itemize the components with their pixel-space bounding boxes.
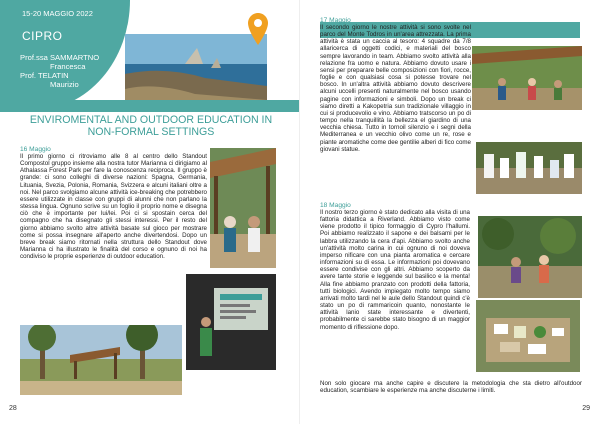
day-heading: 18 Maggio xyxy=(320,202,351,209)
classroom-photo xyxy=(186,274,276,370)
closing-text xyxy=(320,380,582,394)
article-title: ENVIROMENTAL AND OUTDOOR EDUCATION IN NON-FORMAL SETTINGS xyxy=(29,114,273,138)
park-photo xyxy=(20,325,182,395)
page-number-right: 29 xyxy=(582,405,590,412)
page-number-left: 28 xyxy=(9,405,17,412)
trip-date: 15-20 MAGGIO 2022 xyxy=(22,9,93,18)
day-heading: 17 Maggio xyxy=(320,17,351,24)
author-line: Prof. TELATIN xyxy=(20,71,69,80)
pavilion-photo xyxy=(210,148,276,268)
left-text-column xyxy=(20,146,207,260)
closing-paragraph: Non solo giocare ma anche capire e discutere la metodologia che sta dietro all'outdoor education, scambiare le esperienze ma anche discuterne i limiti. xyxy=(320,380,582,395)
activity-table-photo xyxy=(476,300,580,372)
right-text-column-1 xyxy=(320,17,471,153)
day-heading: 16 Maggio xyxy=(20,146,51,153)
authors xyxy=(20,53,120,89)
products-photo xyxy=(476,142,582,194)
forest-picnic-photo xyxy=(472,46,582,110)
author-line: Francesca xyxy=(50,62,86,71)
day-text: Il primo giorno ci ritroviamo alle 8 al centro dello Standout Compostol gruppo insieme alla nostra tutor Marianna ci dirigiamo al Athalassa Forest Park per fare la conoscenza reciproca. Il gruppo è grande: ci sono colleghi di diverse nazioni: Spagna, Germania, Lituania, Svezia, Polonia, Romania, Svizzera e alcuni italiani oltre a noi. Nel parco svolgiamo alcune attività ice-breaking che potrebbero essere utilizzate in classe con gruppi di alunni che non parlano la stessa lingua. Ognuno scrive su un foglio il proprio nome e disegna ciò che è importante per lui/lei. Poi ci si spostain cerca del compagno che ha disegnato gli stessi interessi. Per il resto del giorno abbiamo svolto altre attività basate sul gioco per mostrare come si possa insegnare all'aperto anche divertendosi. Dopo un breve break siamo ritornati nella struttura dello Standout dove Marianna ci ha illustrato le finalità del corso e ognuno di noi ha condiviso le proprie esperienze di outdoor education. xyxy=(20,153,207,261)
location-pin-icon xyxy=(247,12,269,46)
garden-photo xyxy=(478,216,582,298)
author-line: Prof.ssa SAMMARTNO xyxy=(20,53,100,62)
country-title: CIPRO xyxy=(22,29,63,43)
author-line: Maurizio xyxy=(50,80,79,89)
teal-band xyxy=(0,100,300,112)
day-text: Il secondo giorno le nostre attività si sono svolte nel parco del Monte Todros in un'area attrezzata. La prima attività è stata un caccia al tesoro: 4 squadre da 7/8 allaricerca di oggetti codici, e materiali del bosco sempre lavorando in team. Abbiamo svolto attività alla relazione fra uomo e natura. Abbiamo dovuto usare i sensi per preparare belle composizioni con fiori, rocce, foglie e con qualsiasi cosa si potesse trovare nel bosco. In un'altra attività abbiamo dovuto descrivere alcuni uccelli presenti naturalmente nel bosco usando pagine con informazioni e simboli. Dopo un break ci siamo diretti a Kakopetria sun tradizionale villaggio in cui si producevolio e vino. Abbiamo tratscorso un po di tempo nella tranquillità la bellezza el giardino di una vecchia chiesa. Tutto in tornoil silenzio e i segni della Mediterranea e un vecchio olivo come un re, rose e piante aromatiche come dee gentilie alberi di fico come giovani statue. xyxy=(320,24,471,153)
right-text-column-2 xyxy=(320,202,470,331)
day-text: Il nostro terzo giorno è stato dedicato alla visita di una fattoria didattica a Riverland. Abbiamo visto come viene prodotto il tipico formaggio di Cypro l'hallumi. Poi abbiamo realizzato il sapone e dei balsami per le labbra utilizzando la cera d'api. Abbiamo svolto anche un'attività molto carina in cui ognuno di noi doveva imperso nificare con una pianta aromatica e cercare informazioni su di essa. Le informazioni poi dovevano essere condivise con gli altri. Abbiamo scoperto da avere tante storie e leggende sul basilico e la menta! Alla fine abbiamo pranzato con prodotti della fattoria, tutti biologici. Avendo impiegato molto tempo siamo arrivati molto tardi nel le aule dello Standout quindi c'è stato un po di rammaricoin quanto, nonostante le attività lanio state interessante e divertenti, probabilmente ci sarebbe stato bisogno di un maggior momento di riflessione dopo. xyxy=(320,209,470,331)
